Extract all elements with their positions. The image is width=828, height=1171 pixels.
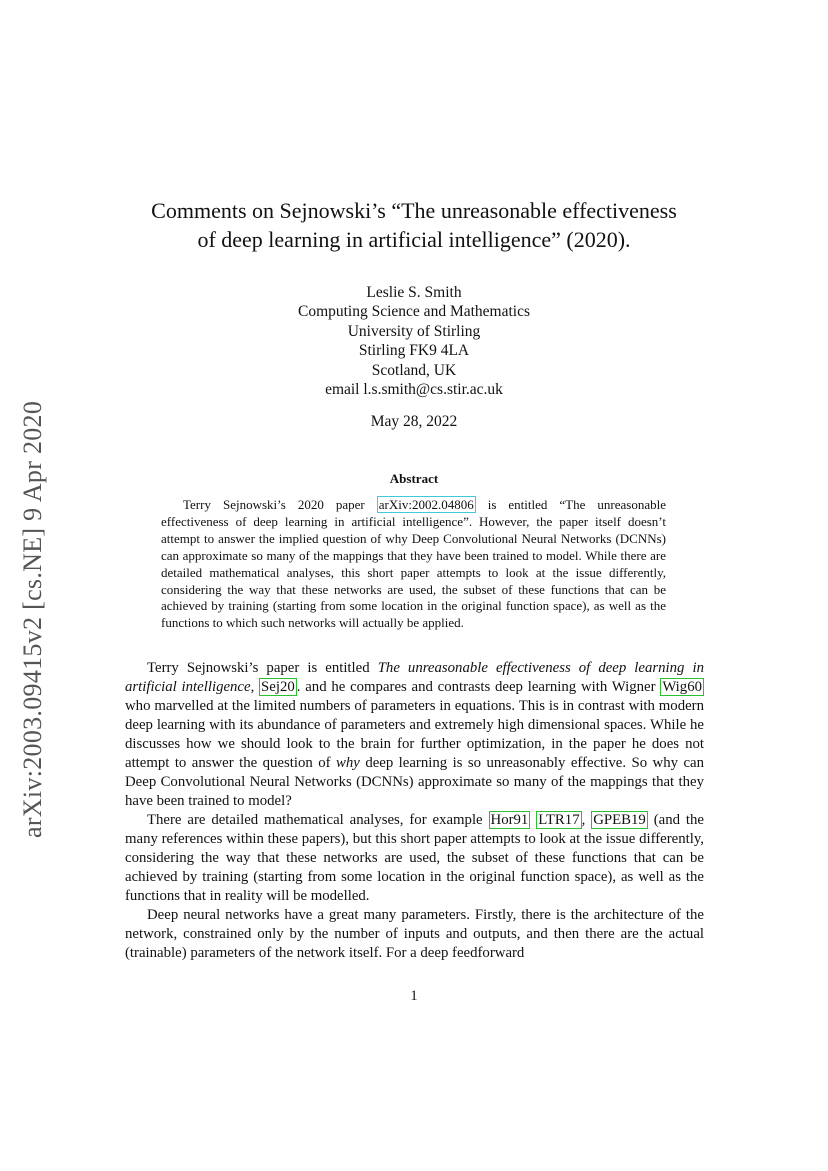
body-paragraph-2 — [125, 811, 704, 906]
author-block — [214, 283, 614, 399]
title-line-2: of deep learning in artificial intelligence” (2020). — [197, 227, 631, 252]
page-number: 1 — [410, 988, 418, 1004]
p1-text-e: deep learning is so unreasonably effective. So why can Deep Convolutional Neural Networks (DCNNs) approximate so many of the mappings that they have been trained to model? — [125, 755, 705, 809]
author-email: email l.s.smith@cs.stir.ac.uk — [325, 381, 503, 399]
author-city: Stirling FK9 4LA — [358, 342, 470, 360]
paper-title — [100, 196, 728, 254]
arxiv-reference-link[interactable]: arXiv:2002.04806 — [378, 497, 474, 512]
arxiv-identifier: arXiv:2003.09415v2 [cs.NE] 9 Apr 2020 — [18, 400, 47, 838]
body-text — [125, 659, 704, 963]
abstract-heading: Abstract — [389, 471, 439, 486]
arxiv-side-stamp — [16, 370, 60, 840]
sejnowski-paper-title: The unreasonable effectiveness of deep learning in artificial intelligence — [125, 660, 704, 695]
author-country: Scotland, UK — [371, 361, 457, 379]
p2-text-a: There are detailed mathematical analyses, for example — [147, 812, 483, 828]
body-paragraph-1 — [125, 659, 704, 811]
p1-text-c: . and he compares and contrasts deep learning with Wigner — [296, 679, 656, 695]
citation-sej20[interactable]: Sej20 — [261, 679, 295, 695]
title-line-1: Comments on Sejnowski’s “The unreasonable effectiveness — [151, 198, 677, 223]
body-paragraph-3: Deep neural networks have a great many parameters. Firstly, there is the architecture of the network, constrained only by the number of inputs and outputs, and then there are the actual (trainable) parameters of the network itself. For a deep feedforward — [125, 907, 704, 961]
citation-ltr17[interactable]: LTR17 — [538, 812, 580, 828]
citation-gpeb19[interactable]: GPEB19 — [593, 812, 646, 828]
p1-text-a: Terry Sejnowski’s paper is entitled — [147, 660, 370, 676]
p1-text-d: who marvelled at the limited numbers of parameters in equations. This is in contrast with modern deep learning with its abundance of parameters and extremely high dimensional spaces. While he discusses how we should look to the brain for further optimization, in the paper he does not attempt to answer the question of — [125, 698, 704, 771]
paper-date: May 28, 2022 — [370, 413, 458, 430]
author-department: Computing Science and Mathematics — [297, 303, 530, 321]
citation-hor91[interactable]: Hor91 — [490, 812, 529, 828]
abstract-body: is entitled “The unreasonable effectiveness of deep learning in artificial intelligence”. However, the paper itself doesn’t attempt to answer the implied question of why Deep Convolutional Neural Networks (DCNNs) can approximate so many of the mappings that they have been trained to model. While there are detailed mathematical analyses, this short paper attempts to look at the issue differently, considering the way that these networks are used, the subset of these functions that can be achieved by training (starting from some location in the original function space), as well as the functions to which such networks will actually be applied. — [161, 497, 666, 631]
author-university: University of Stirling — [347, 322, 481, 340]
citation-separator: , — [581, 812, 586, 828]
abstract-intro: Terry Sejnowski’s 2020 paper — [183, 497, 365, 512]
emphasis-why: why — [336, 755, 360, 771]
citation-wig60[interactable]: Wig60 — [662, 679, 702, 695]
p2-text-b: (and the many references within these papers), but this short paper attempts to look at the issue differently, considering the way that these networks are used, the subset of these functions that can be achieved by training (starting from some location in the original function space), as well as the functions that in reality will be modelled. — [125, 812, 704, 904]
p1-text-b: , — [250, 679, 255, 695]
abstract-text — [161, 497, 666, 632]
author-name: Leslie S. Smith — [366, 284, 462, 301]
